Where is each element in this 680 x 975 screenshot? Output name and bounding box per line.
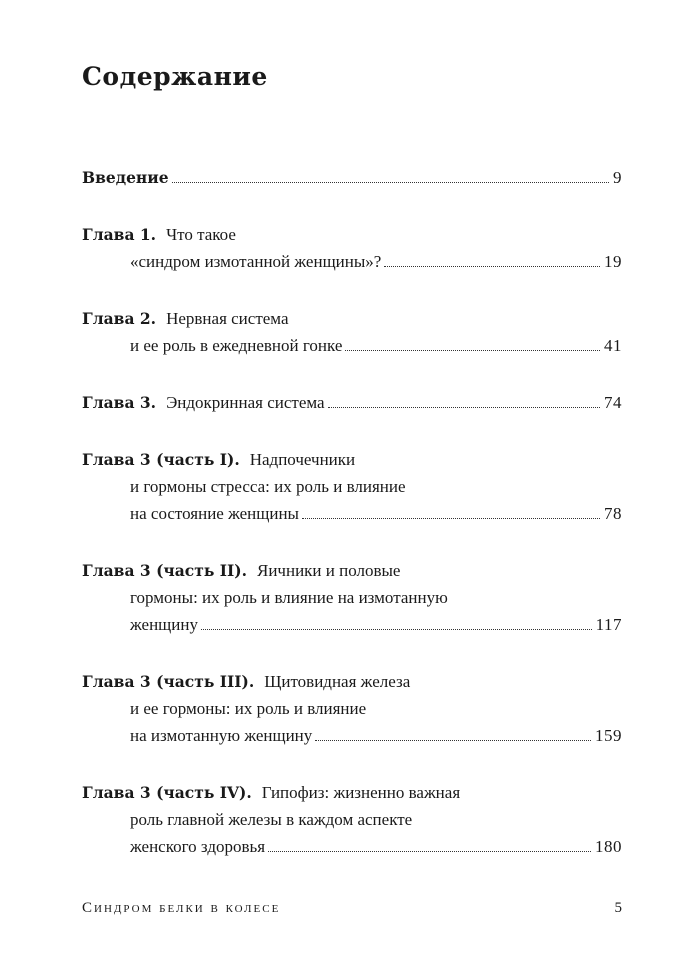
page-footer [82, 900, 622, 917]
toc-entry [82, 557, 622, 638]
entry-page: 117 [595, 615, 622, 634]
entry-text: на измотанную женщину [130, 726, 313, 745]
entry-label: Глава 3. [82, 393, 157, 412]
entry-label: Введение [82, 168, 169, 187]
table-of-contents [82, 164, 622, 890]
entry-text: Гипофиз: жизненно важная [261, 783, 461, 802]
dot-leader [384, 265, 600, 267]
page-number: 5 [614, 900, 622, 916]
entry-label: Глава 1. [82, 225, 157, 244]
toc-entry [82, 221, 622, 275]
entry-text: на состояние женщины [130, 504, 299, 523]
entry-label: Глава 3 (часть IV). [82, 783, 252, 802]
entry-text: Что такое [166, 225, 236, 244]
entry-page: 74 [604, 393, 622, 412]
entry-text: Эндокринная система [166, 393, 325, 412]
toc-entry [82, 446, 622, 527]
toc-title: Содержание [82, 62, 268, 91]
entry-text: Яичники и половые [256, 561, 401, 580]
entry-label: Глава 3 (часть III). [82, 672, 255, 691]
entry-page: 159 [595, 726, 622, 745]
entry-page: 180 [595, 837, 622, 856]
running-title: Синдром белки в колесе [82, 900, 281, 916]
dot-leader [268, 850, 591, 852]
entry-text: и ее гормоны: их роль и влияние [130, 699, 367, 718]
dot-leader [172, 181, 609, 183]
entry-page: 41 [604, 336, 622, 355]
dot-leader [201, 628, 592, 630]
entry-label: Глава 3 (часть II). [82, 561, 247, 580]
entry-page: 19 [604, 252, 622, 271]
entry-text: «синдром измотанной женщины»? [130, 252, 382, 271]
entry-text: женского здоровья [130, 837, 266, 856]
entry-text: и ее роль в ежедневной гонке [130, 336, 343, 355]
toc-entry [82, 668, 622, 749]
entry-text: и гормоны стресса: их роль и влияние [130, 477, 406, 496]
dot-leader [328, 406, 600, 408]
entry-text: Щитовидная железа [264, 672, 411, 691]
entry-text: гормоны: их роль и влияние на измотанную [130, 588, 448, 607]
dot-leader [302, 517, 600, 519]
entry-text: женщину [130, 615, 198, 634]
entry-text: Нервная система [166, 309, 289, 328]
entry-text: роль главной железы в каждом аспекте [130, 810, 413, 829]
dot-leader [345, 349, 600, 351]
entry-page: 78 [604, 504, 622, 523]
entry-text: Надпочечники [249, 450, 356, 469]
entry-label: Глава 2. [82, 309, 157, 328]
entry-label: Глава 3 (часть I). [82, 450, 240, 469]
entry-page: 9 [613, 168, 622, 187]
dot-leader [315, 739, 591, 741]
toc-entry [82, 779, 622, 860]
toc-entry [82, 305, 622, 359]
toc-entry [82, 389, 622, 416]
toc-entry [82, 164, 622, 191]
